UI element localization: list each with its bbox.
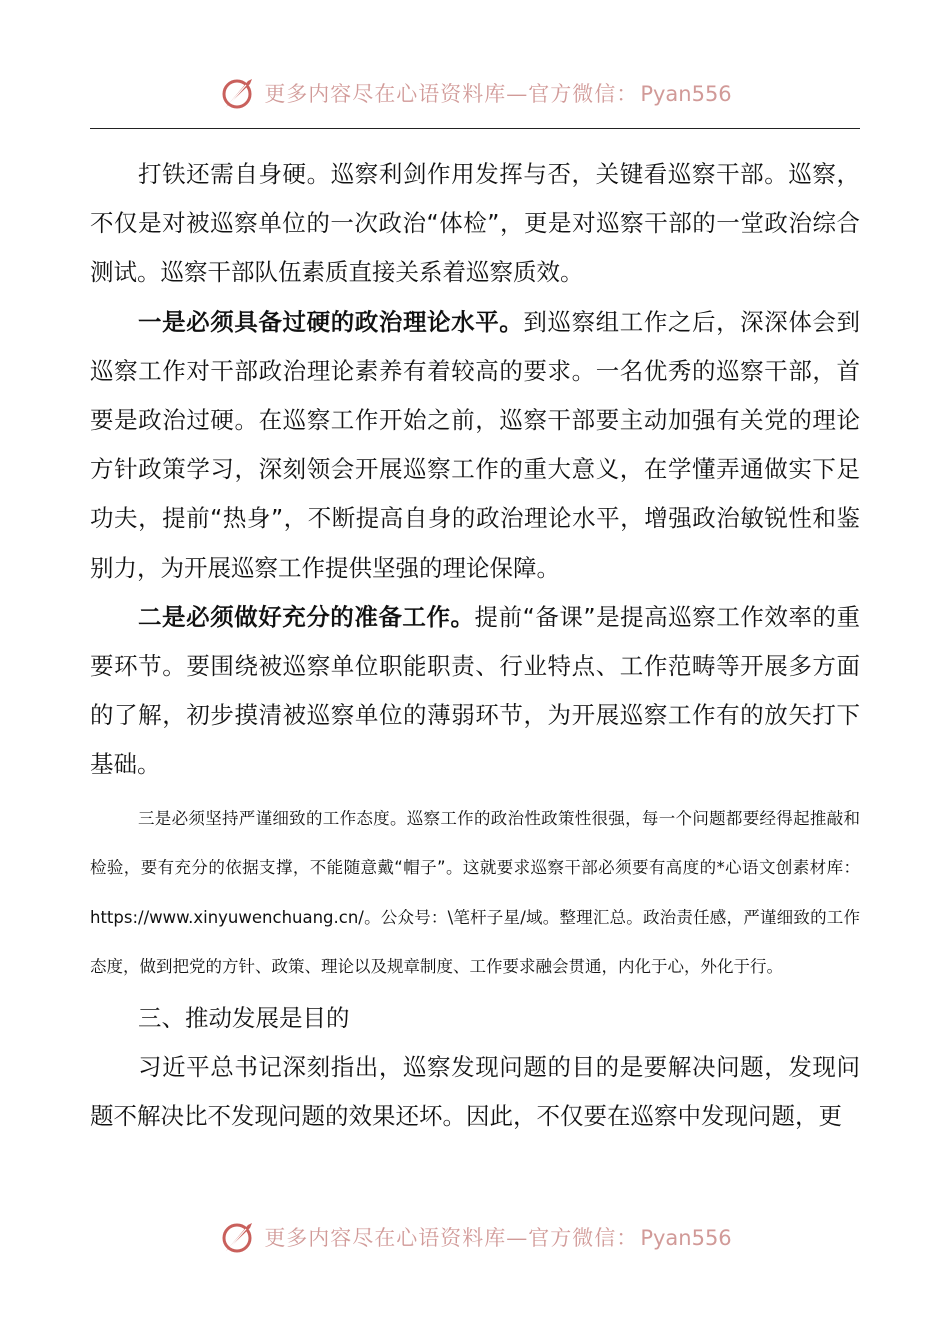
- paragraph-point-one: [90, 298, 860, 593]
- point-one-text: 到巡察组工作之后，深深体会到巡察工作对干部政治理论素养有着较高的要求。一名优秀的巡察干部，首要是政治过硬。在巡察工作开始之前，巡察干部要主动加强有关党的理论方针政策学习，深刻领会开展巡察工作的重大意义，在学懂弄通做实下足功夫，提前“热身”，不断提高自身的政治理论水平，增强政治敏锐性和鉴别力，为开展巡察工作提供坚强的理论保障。: [90, 307, 861, 582]
- footer-wechat-id: Pyan556: [640, 1226, 732, 1250]
- point-two-text: 提前“备课”是提高巡察工作效率的重要环节。要围绕被巡察单位职能职责、行业特点、工作范畴等开展多方面的了解，初步摸清被巡察单位的薄弱环节，为开展巡察工作有的放矢打下基础。: [90, 602, 861, 779]
- header-brand-label: 更多内容尽在心语资料库—官方微信：: [264, 82, 639, 106]
- footer-brand-label: 更多内容尽在心语资料库—官方微信：: [264, 1226, 639, 1250]
- paragraph-point-two: [90, 593, 860, 790]
- point-one-heading: 一是必须具备过硬的政治理论水平。: [138, 307, 524, 336]
- quill-logo-icon: [218, 73, 258, 113]
- page-footer-watermark: [0, 1216, 950, 1258]
- point-two-heading: 二是必须做好充分的准备工作。: [138, 602, 475, 631]
- paragraph-intro: 打铁还需自身硬。巡察利剑作用发挥与否，关键看巡察干部。巡察，不仅是对被巡察单位的一次政治“体检”，更是对巡察干部的一堂政治综合测试。巡察干部队伍素质直接关系着巡察质效。: [90, 160, 860, 287]
- document-body: [90, 150, 860, 1141]
- section-heading-three: 三、推动发展是目的: [138, 1003, 350, 1032]
- footer-brand-text: [264, 1222, 731, 1252]
- header-divider: [90, 128, 860, 129]
- header-brand-text: [264, 78, 731, 108]
- page-header-watermark: [0, 72, 950, 114]
- paragraph-section-three: 习近平总书记深刻指出，巡察发现问题的目的是要解决问题，发现问题不解决比不发现问题的效果还坏。因此，不仅要在巡察中发现问题，更: [90, 1052, 860, 1131]
- paragraph-point-three-small: 三是必须坚持严谨细致的工作态度。巡察工作的政治性政策性很强，每一个问题都要经得起推敲和检验，要有充分的依据支撑，不能随意戴“帽子”。这就要求巡察干部必须要有高度的*心语文创素材库：https://www.xinyuwenchuang.cn/。公众号：\笔杆子星/域。整理汇总。政治责任感，严谨细致的工作态度，做到把党的方针、政策、理论以及规章制度、工作要求融会贯通，内化于心，外化于行。: [90, 808, 860, 977]
- quill-logo-icon: [218, 1217, 258, 1257]
- header-wechat-id: Pyan556: [640, 82, 732, 106]
